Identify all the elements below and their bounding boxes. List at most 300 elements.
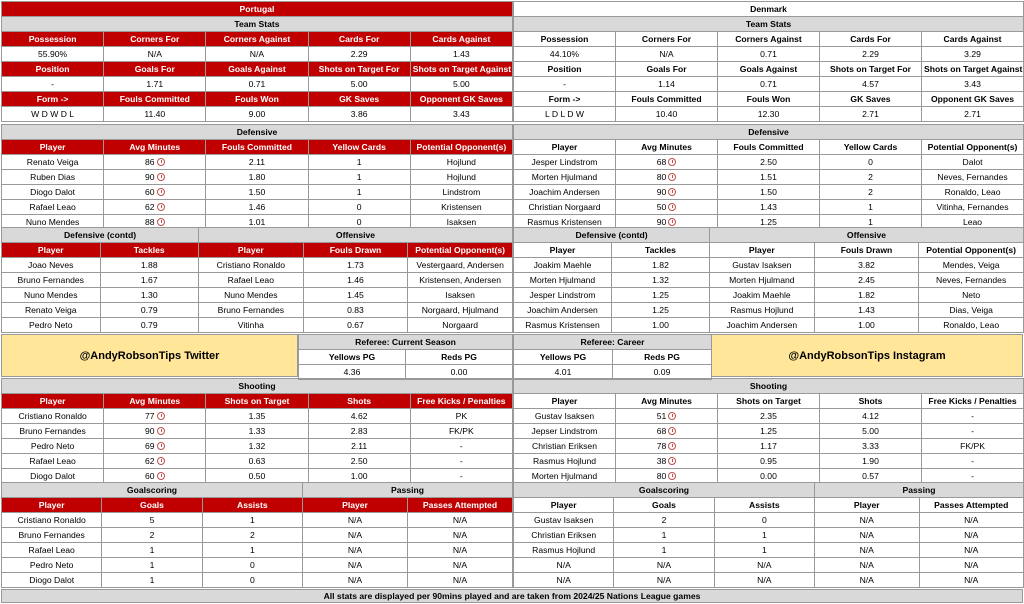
- col-header-text: Yellows PG: [328, 352, 376, 362]
- stat-value: [410, 107, 512, 122]
- col-header-text: Corners For: [641, 34, 692, 44]
- col-header-text: Form ->: [548, 94, 581, 104]
- stopwatch-icon: [157, 173, 165, 181]
- stat-value-text: 1.00: [652, 320, 669, 330]
- table-row: [2, 47, 513, 62]
- table-row: [2, 273, 199, 288]
- player-name: [2, 439, 104, 454]
- stat-value: [206, 185, 308, 200]
- col-header: [613, 350, 712, 365]
- stat-value: [514, 47, 616, 62]
- player-name-text: Vitinha: [237, 320, 264, 330]
- stat-value: [104, 107, 206, 122]
- twitter-banner[interactable]: [1, 334, 298, 377]
- col-header-text: Fouls Drawn: [329, 245, 382, 255]
- col-header-text: Fouls Committed: [221, 142, 293, 152]
- col-header-text: Goals For: [134, 64, 175, 74]
- section-title: [514, 335, 712, 350]
- player-name-text: Bruno Fernandes: [18, 530, 85, 540]
- stat-value: [299, 365, 406, 380]
- stat-value-text: 1.33: [248, 426, 266, 436]
- stat-value-text: 90: [656, 217, 667, 227]
- col-header: [514, 140, 616, 155]
- banner-text: @AndyRobsonTips Instagram: [788, 349, 946, 362]
- player-name-text: Christian Eriksen: [531, 530, 597, 540]
- col-header-text: Corners Against: [735, 34, 802, 44]
- stat-value: [102, 573, 202, 588]
- stat-value-text: 90: [656, 187, 667, 197]
- stat-value: [922, 185, 1024, 200]
- player-name-text: Joao Neves: [28, 260, 74, 270]
- stat-value-text: 2.71: [964, 109, 981, 119]
- col-header-text: Free Kicks / Penalties: [928, 396, 1017, 406]
- col-header-text: Position: [35, 64, 70, 74]
- stat-value: [612, 288, 710, 303]
- col-header: [308, 394, 410, 409]
- stat-value-text: 1.14: [658, 79, 675, 89]
- stat-value-text: 2.35: [760, 411, 777, 421]
- instagram-banner[interactable]: [711, 334, 1023, 377]
- table-row: [514, 528, 815, 543]
- stat-value-text: 69: [145, 441, 155, 451]
- stat-value: [410, 155, 512, 170]
- player-name: [514, 200, 616, 215]
- stat-value-text: 3.33: [862, 441, 879, 451]
- player-name: [815, 528, 920, 543]
- stat-value-text: Norgaard, Hjulmand: [421, 305, 499, 315]
- stat-value: [2, 77, 104, 92]
- stat-value: [2, 47, 104, 62]
- stat-value-text: 9.00: [248, 109, 266, 119]
- stat-value-text: N/A: [964, 560, 979, 570]
- stat-value: [408, 258, 513, 273]
- stat-value: [814, 318, 919, 333]
- table-row: [2, 92, 513, 107]
- stat-value: [206, 107, 308, 122]
- stat-value-text: Vitinha, Fernandes: [936, 202, 1009, 212]
- stat-value-text: 1: [661, 530, 667, 540]
- table-row: [514, 424, 1024, 439]
- stat-value: [308, 454, 410, 469]
- col-header: [922, 394, 1024, 409]
- table-row: [815, 498, 1024, 513]
- player-name-text: N/A: [347, 545, 363, 555]
- col-header: [299, 350, 406, 365]
- stat-value: [104, 47, 206, 62]
- stat-value: [514, 77, 616, 92]
- player-name-text: Rafael Leao: [227, 275, 274, 285]
- stat-value-text: 1.01: [248, 217, 266, 227]
- stat-value: [718, 424, 820, 439]
- col-header: [206, 140, 308, 155]
- stat-value-text: 1.43: [760, 202, 777, 212]
- stat-value-text: Ronaldo, Leao: [944, 187, 1001, 197]
- player-name: [2, 185, 104, 200]
- team-title: [2, 2, 513, 17]
- stat-value-text: N/A: [249, 49, 265, 59]
- banner-text: @AndyRobsonTips Twitter: [79, 349, 220, 362]
- col-header: [514, 350, 613, 365]
- stat-value-text: 1: [356, 172, 362, 182]
- stat-value: [613, 365, 712, 380]
- stat-value-text: 88: [145, 217, 155, 227]
- col-header: [2, 62, 104, 77]
- stat-value-text: 2.29: [862, 49, 879, 59]
- col-header-text: Avg Minutes: [641, 396, 692, 406]
- stat-value-text: 60: [145, 471, 155, 481]
- stat-value-text: 1: [249, 515, 255, 525]
- stat-value-text: N/A: [659, 49, 674, 59]
- stat-value: [919, 543, 1024, 558]
- table-row: [710, 288, 1024, 303]
- col-header-text: Fouls Committed: [733, 142, 804, 152]
- player-name: [710, 303, 815, 318]
- table-row: [2, 394, 513, 409]
- player-name: [303, 528, 408, 543]
- player-name-text: Diogo Dalot: [29, 575, 75, 585]
- stat-value: [202, 573, 302, 588]
- defensive-table: [1, 124, 513, 230]
- col-header: [820, 140, 922, 155]
- stat-value-text: Vestergaard, Andersen: [416, 260, 504, 270]
- player-name: [514, 155, 616, 170]
- stat-value: [922, 454, 1024, 469]
- col-header: [206, 62, 308, 77]
- offensive-table: [198, 227, 513, 333]
- stat-value-text: 78: [656, 441, 667, 451]
- col-header: [922, 92, 1024, 107]
- stat-value-text: PK: [455, 411, 468, 421]
- col-header: [718, 92, 820, 107]
- player-name-text: Pedro Neto: [29, 560, 74, 570]
- stat-value: [820, 200, 922, 215]
- player-name-text: Bruno Fernandes: [217, 305, 285, 315]
- section-title-text: Team Stats: [745, 19, 792, 29]
- stat-value-text: Neves, Fernandes: [937, 172, 1008, 182]
- table-row: [710, 243, 1024, 258]
- stat-value: [718, 185, 820, 200]
- stat-value-text: 0.71: [760, 79, 777, 89]
- stat-value-text: 0: [761, 515, 767, 525]
- col-header: [2, 243, 101, 258]
- player-name-text: Rasmus Hojlund: [532, 456, 597, 466]
- section-title: [514, 379, 1024, 394]
- stat-value: [614, 558, 714, 573]
- player-name-text: Gustav Isaksen: [534, 411, 595, 421]
- col-header-text: Shots on Target Against: [412, 64, 512, 74]
- player-name-text: Morten Hjulmand: [531, 172, 598, 182]
- stat-value-text: 4.62: [350, 411, 368, 421]
- col-header-text: Possession: [540, 34, 589, 44]
- col-header-text: GK Saves: [850, 94, 891, 104]
- table-row: [2, 303, 199, 318]
- stat-value: [2, 107, 104, 122]
- player-name: [514, 543, 614, 558]
- stat-value-text: 0: [356, 217, 362, 227]
- stat-value-text: -: [459, 441, 463, 451]
- table-row: [514, 288, 710, 303]
- stopwatch-icon: [668, 173, 676, 181]
- player-name: [2, 155, 104, 170]
- stat-value-text: 1.32: [248, 441, 266, 451]
- stat-value-text: 5.00: [862, 426, 879, 436]
- stat-value: [614, 573, 714, 588]
- stat-value: [922, 77, 1024, 92]
- passing-table: [814, 482, 1024, 588]
- table-row: [2, 107, 513, 122]
- player-name: [2, 288, 101, 303]
- player-name-text: Cristiano Ronaldo: [216, 260, 285, 270]
- stat-value-text: 0.50: [248, 471, 266, 481]
- col-header: [820, 92, 922, 107]
- stat-value-text: 1.82: [858, 290, 875, 300]
- stat-value-text: 0: [356, 202, 362, 212]
- stat-value: [408, 273, 513, 288]
- col-header: [410, 62, 512, 77]
- player-name: [514, 288, 612, 303]
- stat-value-text: -: [459, 471, 463, 481]
- section-title: [2, 125, 513, 140]
- player-name: [2, 409, 104, 424]
- team-title-text: Denmark: [750, 4, 787, 14]
- player-name-text: N/A: [859, 545, 874, 555]
- stat-value-text: 2.11: [351, 441, 368, 451]
- table-row: [303, 513, 513, 528]
- col-header: [514, 92, 616, 107]
- player-name: [514, 318, 612, 333]
- stat-value-text: -: [971, 426, 974, 436]
- col-header: [2, 140, 104, 155]
- col-header: [206, 92, 308, 107]
- col-header: [814, 243, 919, 258]
- stat-value-text: N/A: [656, 575, 672, 585]
- table-row: [514, 258, 710, 273]
- col-header: [408, 243, 513, 258]
- table-row: [2, 424, 513, 439]
- stat-value-text: 4.12: [862, 411, 879, 421]
- stat-value: [820, 155, 922, 170]
- table-row: [514, 303, 710, 318]
- table-row: [199, 273, 513, 288]
- stat-value-text: N/A: [452, 515, 468, 525]
- stat-value-text: 2: [661, 515, 667, 525]
- stat-value: [206, 200, 308, 215]
- player-name-text: Joachim Andersen: [529, 187, 600, 197]
- col-header-text: Cards For: [850, 34, 891, 44]
- table-row: [303, 528, 513, 543]
- col-header-text: Reds PG: [441, 352, 477, 362]
- player-name-text: Christian Eriksen: [532, 441, 597, 451]
- stat-value-text: 1.43: [858, 305, 875, 315]
- player-name: [2, 573, 102, 588]
- player-name: [303, 558, 408, 573]
- player-name: [710, 258, 815, 273]
- stopwatch-icon: [668, 412, 676, 420]
- stat-value-text: 1.45: [347, 290, 364, 300]
- stat-value: [410, 424, 512, 439]
- player-name: [815, 513, 920, 528]
- col-header: [514, 394, 616, 409]
- col-header-text: Assists: [749, 500, 780, 510]
- col-header: [104, 394, 206, 409]
- col-header-text: Goals For: [646, 64, 687, 74]
- stat-value-text: 2: [249, 530, 255, 540]
- stat-value-text: 1.17: [760, 441, 777, 451]
- col-header-text: Passes Attempted: [422, 500, 498, 510]
- defensive-contd-table: [513, 227, 710, 333]
- col-header-text: Goals: [140, 500, 164, 510]
- team-title-text: Portugal: [239, 4, 275, 14]
- stat-value: [612, 273, 710, 288]
- section-title-text: Defensive (contd): [63, 230, 137, 240]
- player-name-text: Rafael Leao: [29, 202, 76, 212]
- player-name-text: N/A: [556, 560, 571, 570]
- col-header-text: Player: [549, 245, 576, 255]
- stat-value: [102, 558, 202, 573]
- player-name: [2, 303, 101, 318]
- player-name-text: Morten Hjulmand: [529, 275, 596, 285]
- stat-value: [206, 155, 308, 170]
- stat-value: [408, 303, 513, 318]
- col-header-text: Player: [748, 245, 775, 255]
- col-header: [616, 32, 718, 47]
- defensive-contd-table: [1, 227, 199, 333]
- col-header: [199, 243, 304, 258]
- section-title-text: Goalscoring: [638, 485, 690, 495]
- player-name-text: Morten Hjulmand: [729, 275, 795, 285]
- table-row: [514, 200, 1024, 215]
- footer-note: [1, 589, 1023, 603]
- section-title-text: Passing: [902, 485, 936, 495]
- stat-value-text: 2: [149, 530, 155, 540]
- col-header-text: Tackles: [645, 245, 676, 255]
- stat-value-text: N/A: [964, 545, 979, 555]
- stat-value: [410, 170, 512, 185]
- player-name: [2, 454, 104, 469]
- stat-value-text: 1: [249, 545, 255, 555]
- table-row: [199, 303, 513, 318]
- stat-value-text: 77: [145, 411, 155, 421]
- player-name-text: Rafael Leao: [28, 545, 75, 555]
- stat-value-text: 5.00: [452, 79, 470, 89]
- stat-value-text: 0.67: [347, 320, 364, 330]
- col-header-text: Player: [342, 500, 368, 510]
- table-row: [710, 258, 1024, 273]
- section-title: [710, 228, 1024, 243]
- stat-value-text: -: [971, 471, 974, 481]
- stat-value-text: 86: [145, 157, 155, 167]
- stat-value-text: 0: [868, 157, 873, 167]
- stat-value-text: FK/PK: [960, 441, 985, 451]
- col-header: [820, 62, 922, 77]
- stat-value: [714, 558, 814, 573]
- stat-value: [922, 170, 1024, 185]
- table-row: [2, 32, 513, 47]
- stat-value: [718, 454, 820, 469]
- section-title: [2, 17, 513, 32]
- stat-value-text: 1.67: [140, 275, 158, 285]
- player-name-text: Rasmus Kristensen: [527, 217, 602, 227]
- player-name-text: Joakim Maehle: [533, 260, 592, 270]
- passing-table: [302, 482, 513, 588]
- stat-value-text: Dalot: [962, 157, 983, 167]
- stat-value: [820, 107, 922, 122]
- stat-value: [820, 170, 922, 185]
- col-header-text: Avg Minutes: [129, 142, 181, 152]
- table-row: [2, 573, 303, 588]
- table-row: [514, 92, 1024, 107]
- section-title-text: Shooting: [238, 381, 276, 391]
- table-row: [2, 243, 199, 258]
- player-name-text: N/A: [859, 530, 874, 540]
- stat-value-text: 68: [656, 157, 667, 167]
- player-name: [815, 558, 920, 573]
- table-row: [514, 47, 1024, 62]
- col-header-text: Goals: [652, 500, 676, 510]
- table-row: [710, 273, 1024, 288]
- col-header: [308, 32, 410, 47]
- stat-value-text: 3.43: [964, 79, 981, 89]
- stat-value: [308, 77, 410, 92]
- stat-value-text: Neto: [962, 290, 981, 300]
- stat-value-text: 2.11: [248, 157, 266, 167]
- stopwatch-icon: [668, 472, 676, 480]
- table-row: [514, 155, 1024, 170]
- col-header-text: Fouls Committed: [119, 94, 190, 104]
- stat-value-text: 90: [145, 172, 155, 182]
- player-name: [514, 170, 616, 185]
- player-name-text: Nuno Mendes: [25, 217, 80, 227]
- stat-value: [303, 258, 408, 273]
- col-header-text: Goals Against: [739, 64, 798, 74]
- stat-value-text: N/A: [757, 560, 772, 570]
- table-row: [2, 439, 513, 454]
- player-name: [514, 185, 616, 200]
- col-header-text: Passes Attempted: [934, 500, 1009, 510]
- stat-value-text: 0: [249, 560, 255, 570]
- stat-value-text: 0.00: [760, 471, 777, 481]
- player-name: [815, 543, 920, 558]
- stat-value: [919, 258, 1024, 273]
- stat-value-text: 0.00: [450, 367, 468, 377]
- player-name-text: Gustav Isaksen: [534, 515, 594, 525]
- col-header-text: Yellows PG: [539, 352, 587, 362]
- player-name: [199, 303, 304, 318]
- player-name: [514, 528, 614, 543]
- stat-value-text: 3.29: [964, 49, 981, 59]
- stat-value: [820, 185, 922, 200]
- stat-value: [410, 185, 512, 200]
- col-header-text: Player: [39, 396, 66, 406]
- col-header-text: Yellow Cards: [332, 142, 386, 152]
- stat-value-text: 4.01: [554, 367, 572, 377]
- col-header-text: Avg Minutes: [129, 396, 181, 406]
- stat-value-text: 2.50: [350, 456, 368, 466]
- col-header-text: Avg Minutes: [641, 142, 692, 152]
- stat-value: [922, 47, 1024, 62]
- stat-value-text: 1.00: [858, 320, 875, 330]
- stat-value-text: 1.30: [140, 290, 158, 300]
- section-title-text: Team Stats: [234, 19, 280, 29]
- col-header-text: Player: [37, 245, 64, 255]
- player-name: [514, 513, 614, 528]
- stat-value-text: 2: [868, 172, 873, 182]
- stat-value: [922, 155, 1024, 170]
- stat-value-text: N/A: [964, 575, 979, 585]
- stat-value: [718, 107, 820, 122]
- stat-value-text: 3.86: [350, 109, 368, 119]
- col-header: [614, 498, 714, 513]
